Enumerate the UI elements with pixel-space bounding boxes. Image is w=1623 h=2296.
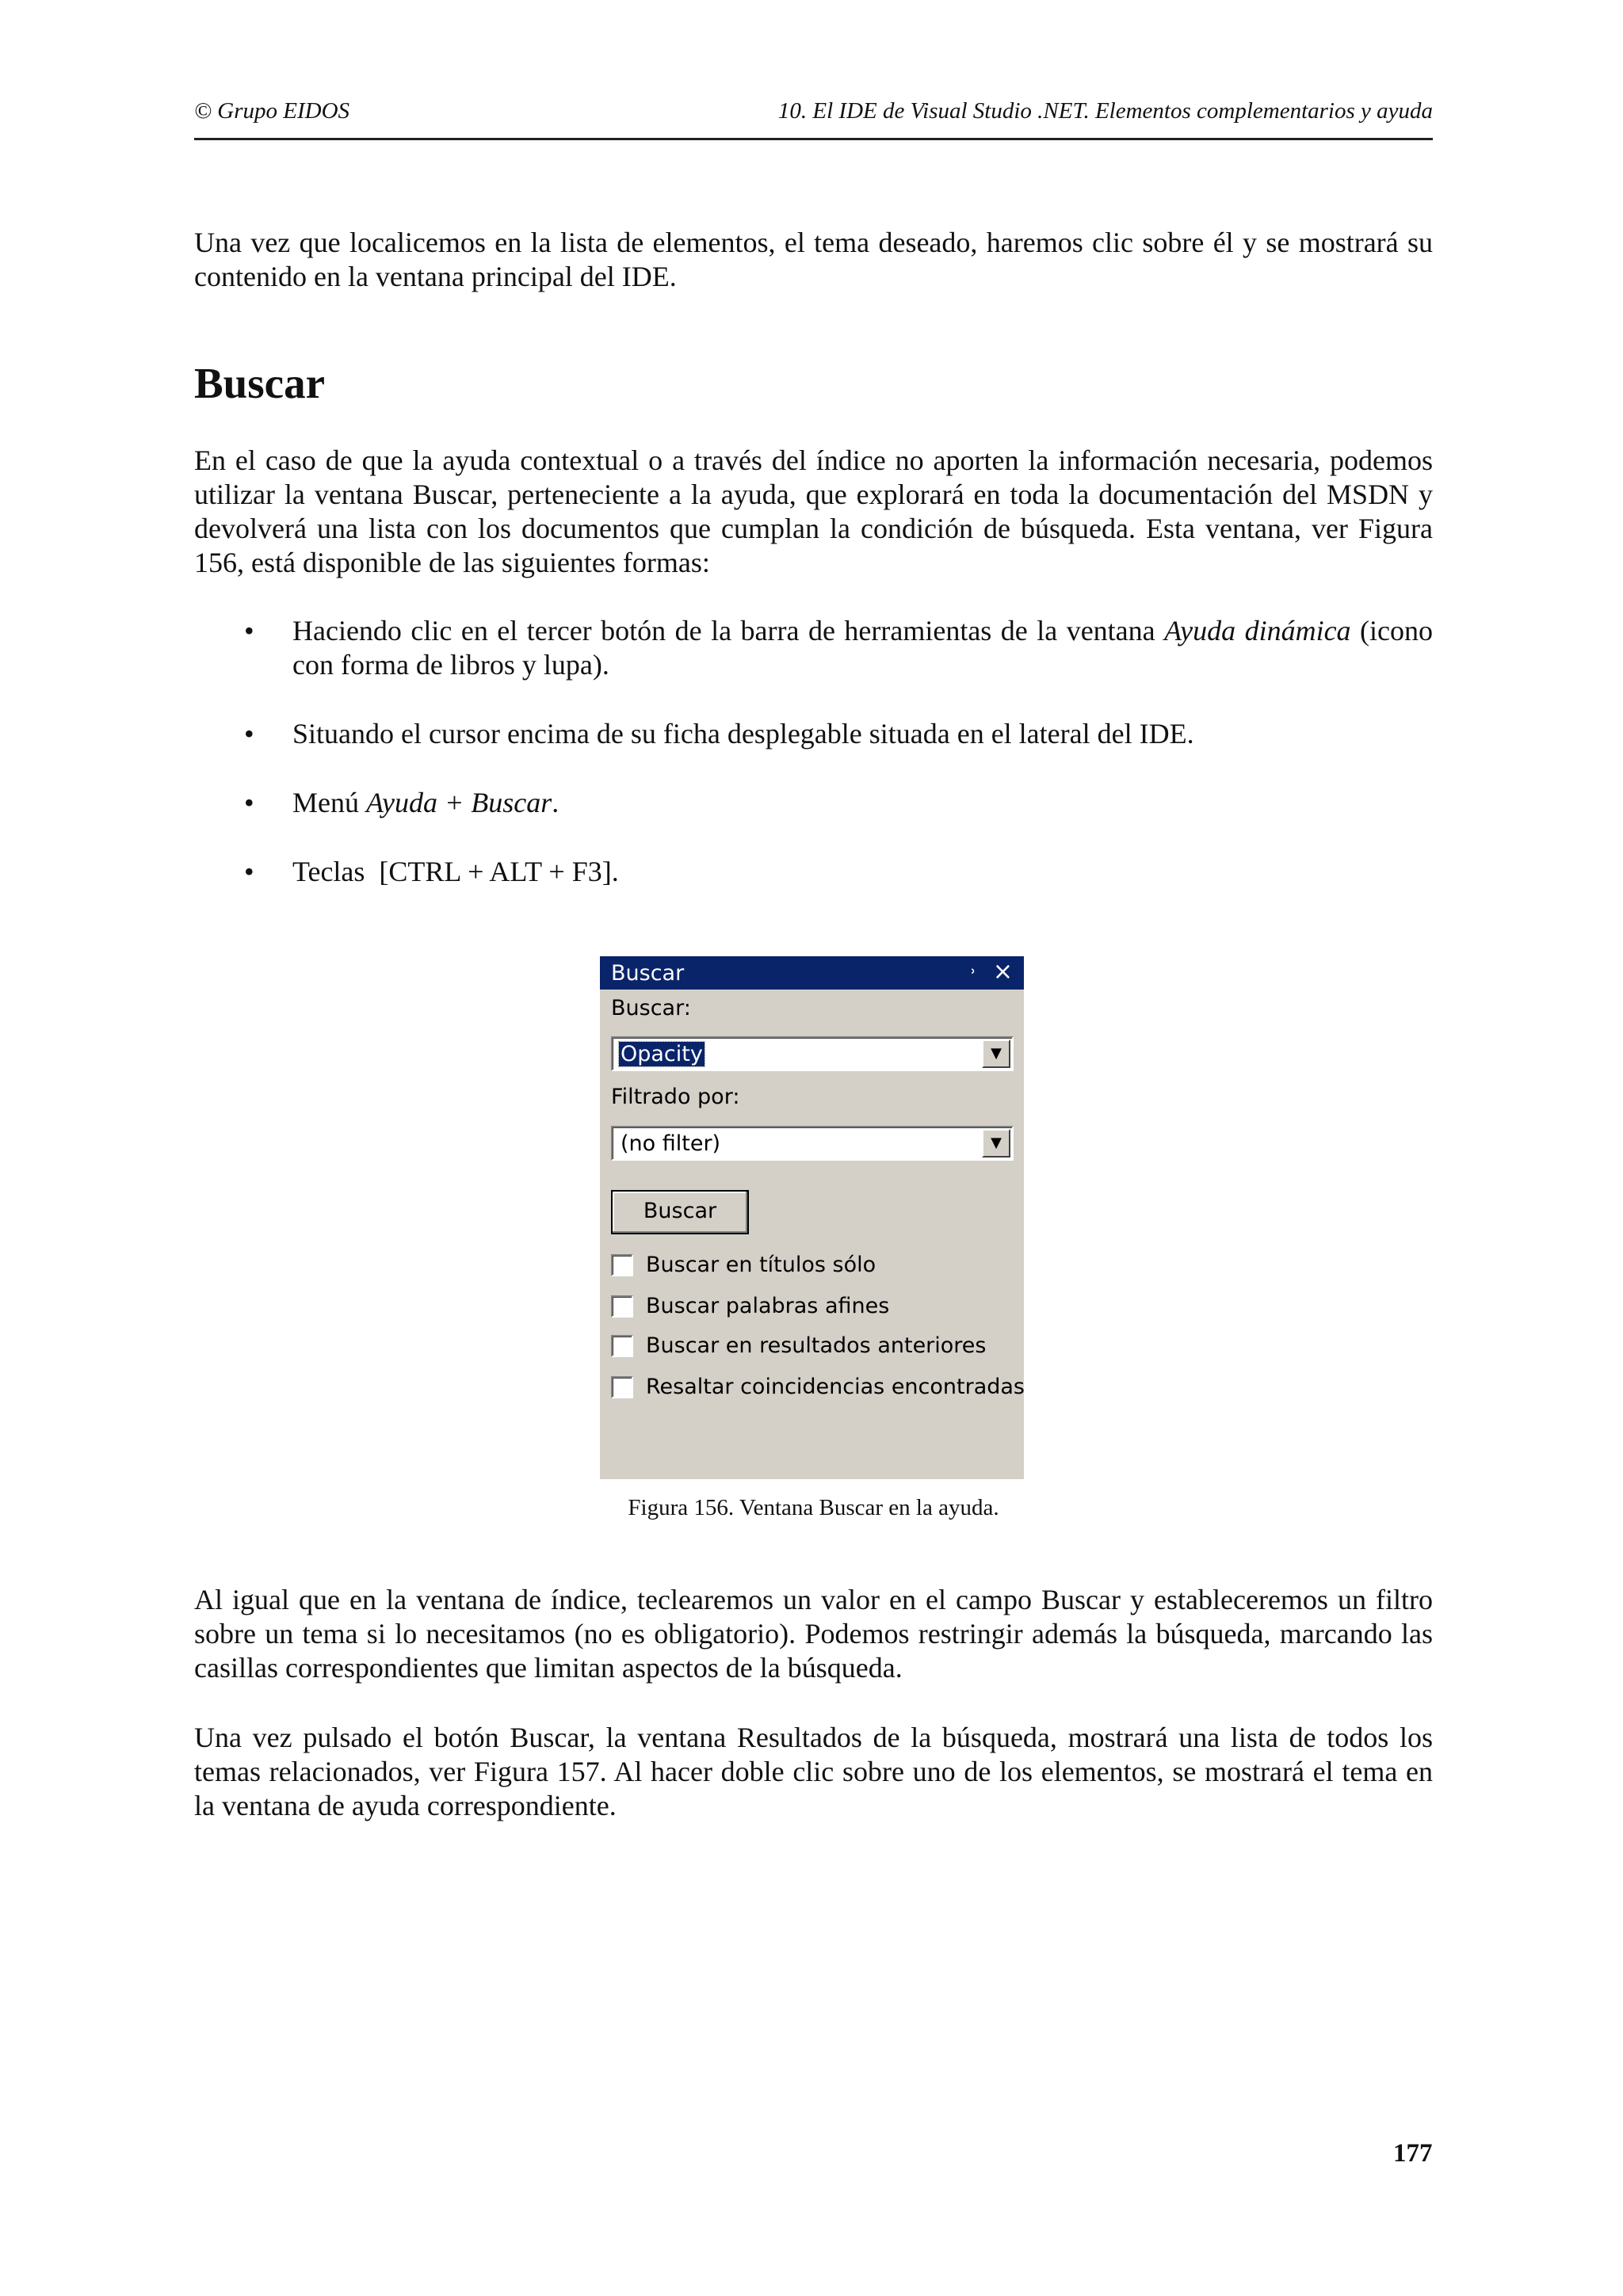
close-icon[interactable]: ×	[992, 958, 1013, 986]
bullet-text: Haciendo clic en el tercer botón de la barra de herramientas de la ventana Ayuda dinámica (icono con forma de libros y lupa).	[292, 615, 1434, 681]
bullet-icon: •	[244, 787, 254, 818]
bullet-item	[194, 614, 1433, 682]
bullet-icon: •	[244, 718, 254, 749]
checkbox-icon[interactable]	[611, 1335, 633, 1357]
header-chapter-title: 10. El IDE de Visual Studio .NET. Elementos complementarios y ayuda	[777, 98, 1433, 124]
checkbox-label: Buscar en títulos sólo	[646, 1253, 876, 1277]
chevron-down-icon[interactable]: ▼	[982, 1129, 1010, 1158]
header-publisher: © Grupo EIDOS	[194, 98, 350, 124]
dialog-titlebar[interactable]	[600, 956, 1024, 990]
page-number: 177	[1393, 2139, 1433, 2168]
bullet-item	[194, 786, 1433, 820]
filter-label: Filtrado por:	[611, 1085, 740, 1109]
body-paragraph: Una vez pulsado el botón Buscar, la ventana Resultados de la búsqueda, mostrará una lista de todos los temas relacionados, ver Figura 157. Al hacer doble clic sobre uno de los elementos, se mostrará el tema en la ventana de ayuda correspondiente.	[194, 1722, 1433, 1821]
checkbox-label: Resaltar coincidencias encontradas	[646, 1375, 1025, 1399]
filter-combobox[interactable]	[611, 1126, 1014, 1161]
search-button[interactable]: Buscar	[611, 1190, 749, 1234]
figure-caption: Figura 156. Ventana Buscar en la ayuda.	[628, 1495, 999, 1520]
bullet-icon: •	[244, 615, 254, 646]
body-paragraph: Al igual que en la ventana de índice, teclearemos un valor en el campo Buscar y estableceremos un filtro sobre un tema si lo necesitamos (no es obligatorio). Podemos restringir además la búsqueda, marcando las casillas correspondientes que limitan aspectos de la búsqueda.	[194, 1584, 1433, 1684]
bullet-text: Situando el cursor encima de su ficha desplegable situada en el lateral del IDE.	[292, 718, 1194, 749]
dialog-title: Buscar	[611, 961, 685, 986]
bullet-item	[194, 855, 1433, 889]
bullet-text: Teclas [CTRL + ALT + F3].	[292, 856, 619, 887]
checkbox-icon[interactable]	[611, 1376, 633, 1398]
page-header	[194, 93, 1433, 140]
bullet-icon: •	[244, 856, 254, 887]
filter-select[interactable]: (no filter)	[621, 1131, 721, 1156]
search-input[interactable]: Opacity	[621, 1042, 703, 1066]
search-dialog	[600, 956, 1024, 1479]
search-combobox[interactable]	[611, 1036, 1014, 1071]
section-heading: Buscar	[194, 359, 325, 407]
search-label: Buscar:	[611, 996, 691, 1020]
bullet-text: Menú Ayuda + Buscar.	[292, 787, 559, 818]
body-paragraph: En el caso de que la ayuda contextual o a través del índice no aporten la información necesaria, podemos utilizar la ventana Buscar, perteneciente a la ayuda, que explorará en toda la documentación del MSDN y devolverá una lista con los documentos que cumplan la condición de búsqueda. Esta ventana, ver Figura 156, está disponible de las siguientes formas:	[194, 444, 1433, 578]
checkbox-icon[interactable]	[611, 1295, 633, 1318]
bullet-item	[194, 717, 1433, 751]
checkbox-label: Buscar palabras afines	[646, 1294, 890, 1318]
intro-paragraph: Una vez que localicemos en la lista de elementos, el tema deseado, haremos clic sobre él y se mostrará su contenido en la ventana principal del IDE.	[194, 227, 1433, 292]
checkbox-label: Buscar en resultados anteriores	[646, 1333, 987, 1358]
pin-icon[interactable]: ˒	[970, 961, 976, 983]
bullet-list	[194, 614, 1433, 889]
checkbox-icon[interactable]	[611, 1254, 633, 1276]
chevron-down-icon[interactable]: ▼	[982, 1039, 1010, 1068]
